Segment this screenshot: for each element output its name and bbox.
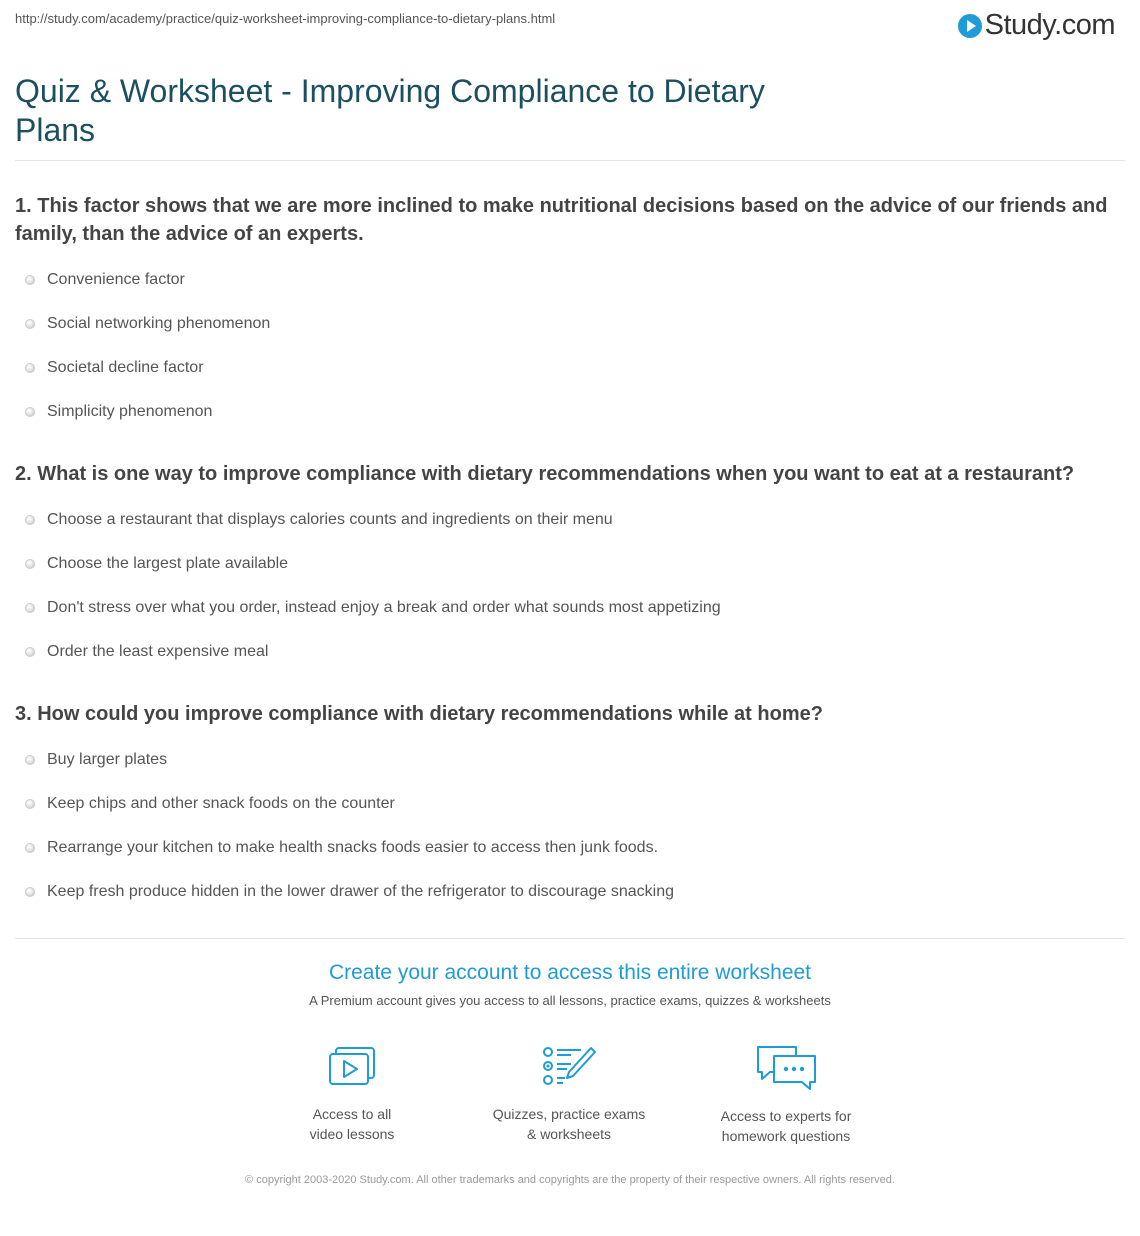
answer-label: Rearrange your kitchen to make health snacks foods easier to access then junk foods. [47, 839, 659, 856]
answer-label: Keep chips and other snack foods on the counter [47, 795, 395, 812]
question-3-text: 3. How could you improve compliance with dietary recommendations while at home? [15, 703, 823, 725]
study-logo[interactable] [958, 9, 1115, 42]
feature-quizzes [469, 1044, 669, 1144]
answer-label: Choose the largest plate available [47, 555, 289, 572]
answer-option[interactable] [15, 498, 1125, 542]
title-divider [15, 160, 1125, 161]
copyright-notice: © copyright 2003-2020 Study.com. All other trademarks and copyrights are the property of their respective owners. All rights reserved. [245, 1174, 895, 1186]
question-1-options [15, 258, 1125, 434]
cta-divider [15, 938, 1125, 939]
answer-label: Choose a restaurant that displays calories counts and ingredients on their menu [47, 511, 613, 528]
feature-experts [686, 1044, 886, 1146]
feature-video-lessons [252, 1044, 452, 1144]
answer-option[interactable] [15, 346, 1125, 390]
question-3 [15, 700, 1125, 914]
feature-line: Quizzes, practice exams [492, 1106, 646, 1122]
feature-line: video lessons [309, 1126, 395, 1142]
page-title: Quiz & Worksheet - Improving Compliance to Dietary Plans [15, 73, 765, 148]
radio-button[interactable] [25, 319, 35, 329]
answer-option[interactable] [15, 302, 1125, 346]
feature-line: & worksheets [526, 1126, 612, 1142]
radio-button[interactable] [25, 363, 35, 373]
radio-button[interactable] [25, 559, 35, 569]
feature-label [252, 1104, 452, 1144]
answer-option[interactable] [15, 542, 1125, 586]
answer-option[interactable] [15, 390, 1125, 434]
page-url: http://study.com/academy/practice/quiz-worksheet-improving-compliance-to-dietary-plans.html [15, 11, 556, 26]
answer-label: Keep fresh produce hidden in the lower drawer of the refrigerator to discourage snacking [47, 883, 675, 900]
answer-label: Convenience factor [47, 271, 185, 288]
top-bar [15, 11, 1125, 41]
question-2-options [15, 498, 1125, 674]
question-2-text: 2. What is one way to improve compliance with dietary recommendations when you want to eat at a restaurant? [15, 463, 1075, 485]
radio-button[interactable] [25, 603, 35, 613]
question-1 [15, 192, 1125, 434]
answer-option[interactable] [15, 630, 1125, 674]
logo-text: Study.com [984, 9, 1115, 41]
feature-label [686, 1106, 886, 1146]
answer-label: Buy larger plates [47, 751, 168, 768]
question-3-options [15, 738, 1125, 914]
answer-label: Simplicity phenomenon [47, 403, 213, 420]
feature-line: Access to experts for [720, 1108, 852, 1124]
quiz-checklist-icon [541, 1044, 597, 1090]
radio-button[interactable] [25, 275, 35, 285]
create-account-link[interactable]: Create your account to access this entire worksheet [328, 961, 812, 984]
video-lessons-icon [327, 1044, 377, 1090]
play-logo-icon [958, 14, 982, 38]
answer-option[interactable] [15, 258, 1125, 302]
answer-label: Don't stress over what you order, instead enjoy a break and order what sounds most appetizing [47, 599, 721, 616]
radio-button[interactable] [25, 515, 35, 525]
feature-label [469, 1104, 669, 1144]
answer-option[interactable] [15, 782, 1125, 826]
answer-option[interactable] [15, 870, 1125, 914]
question-1-text: 1. This factor shows that we are more inclined to make nutritional decisions based on the advice of our friends and family, than the advice of an experts. [15, 195, 1108, 245]
answer-option[interactable] [15, 826, 1125, 870]
radio-button[interactable] [25, 755, 35, 765]
radio-button[interactable] [25, 407, 35, 417]
radio-button[interactable] [25, 799, 35, 809]
radio-button[interactable] [25, 843, 35, 853]
answer-label: Societal decline factor [47, 359, 204, 376]
chat-bubbles-icon [754, 1044, 818, 1092]
radio-button[interactable] [25, 887, 35, 897]
premium-description: A Premium account gives you access to all lessons, practice exams, quizzes & worksheets [309, 993, 831, 1008]
answer-label: Social networking phenomenon [47, 315, 271, 332]
feature-line: Access to all [312, 1106, 392, 1122]
answer-label: Order the least expensive meal [47, 643, 269, 660]
question-2 [15, 460, 1125, 674]
feature-line: homework questions [721, 1128, 851, 1144]
radio-button[interactable] [25, 647, 35, 657]
answer-option[interactable] [15, 586, 1125, 630]
answer-option[interactable] [15, 738, 1125, 782]
